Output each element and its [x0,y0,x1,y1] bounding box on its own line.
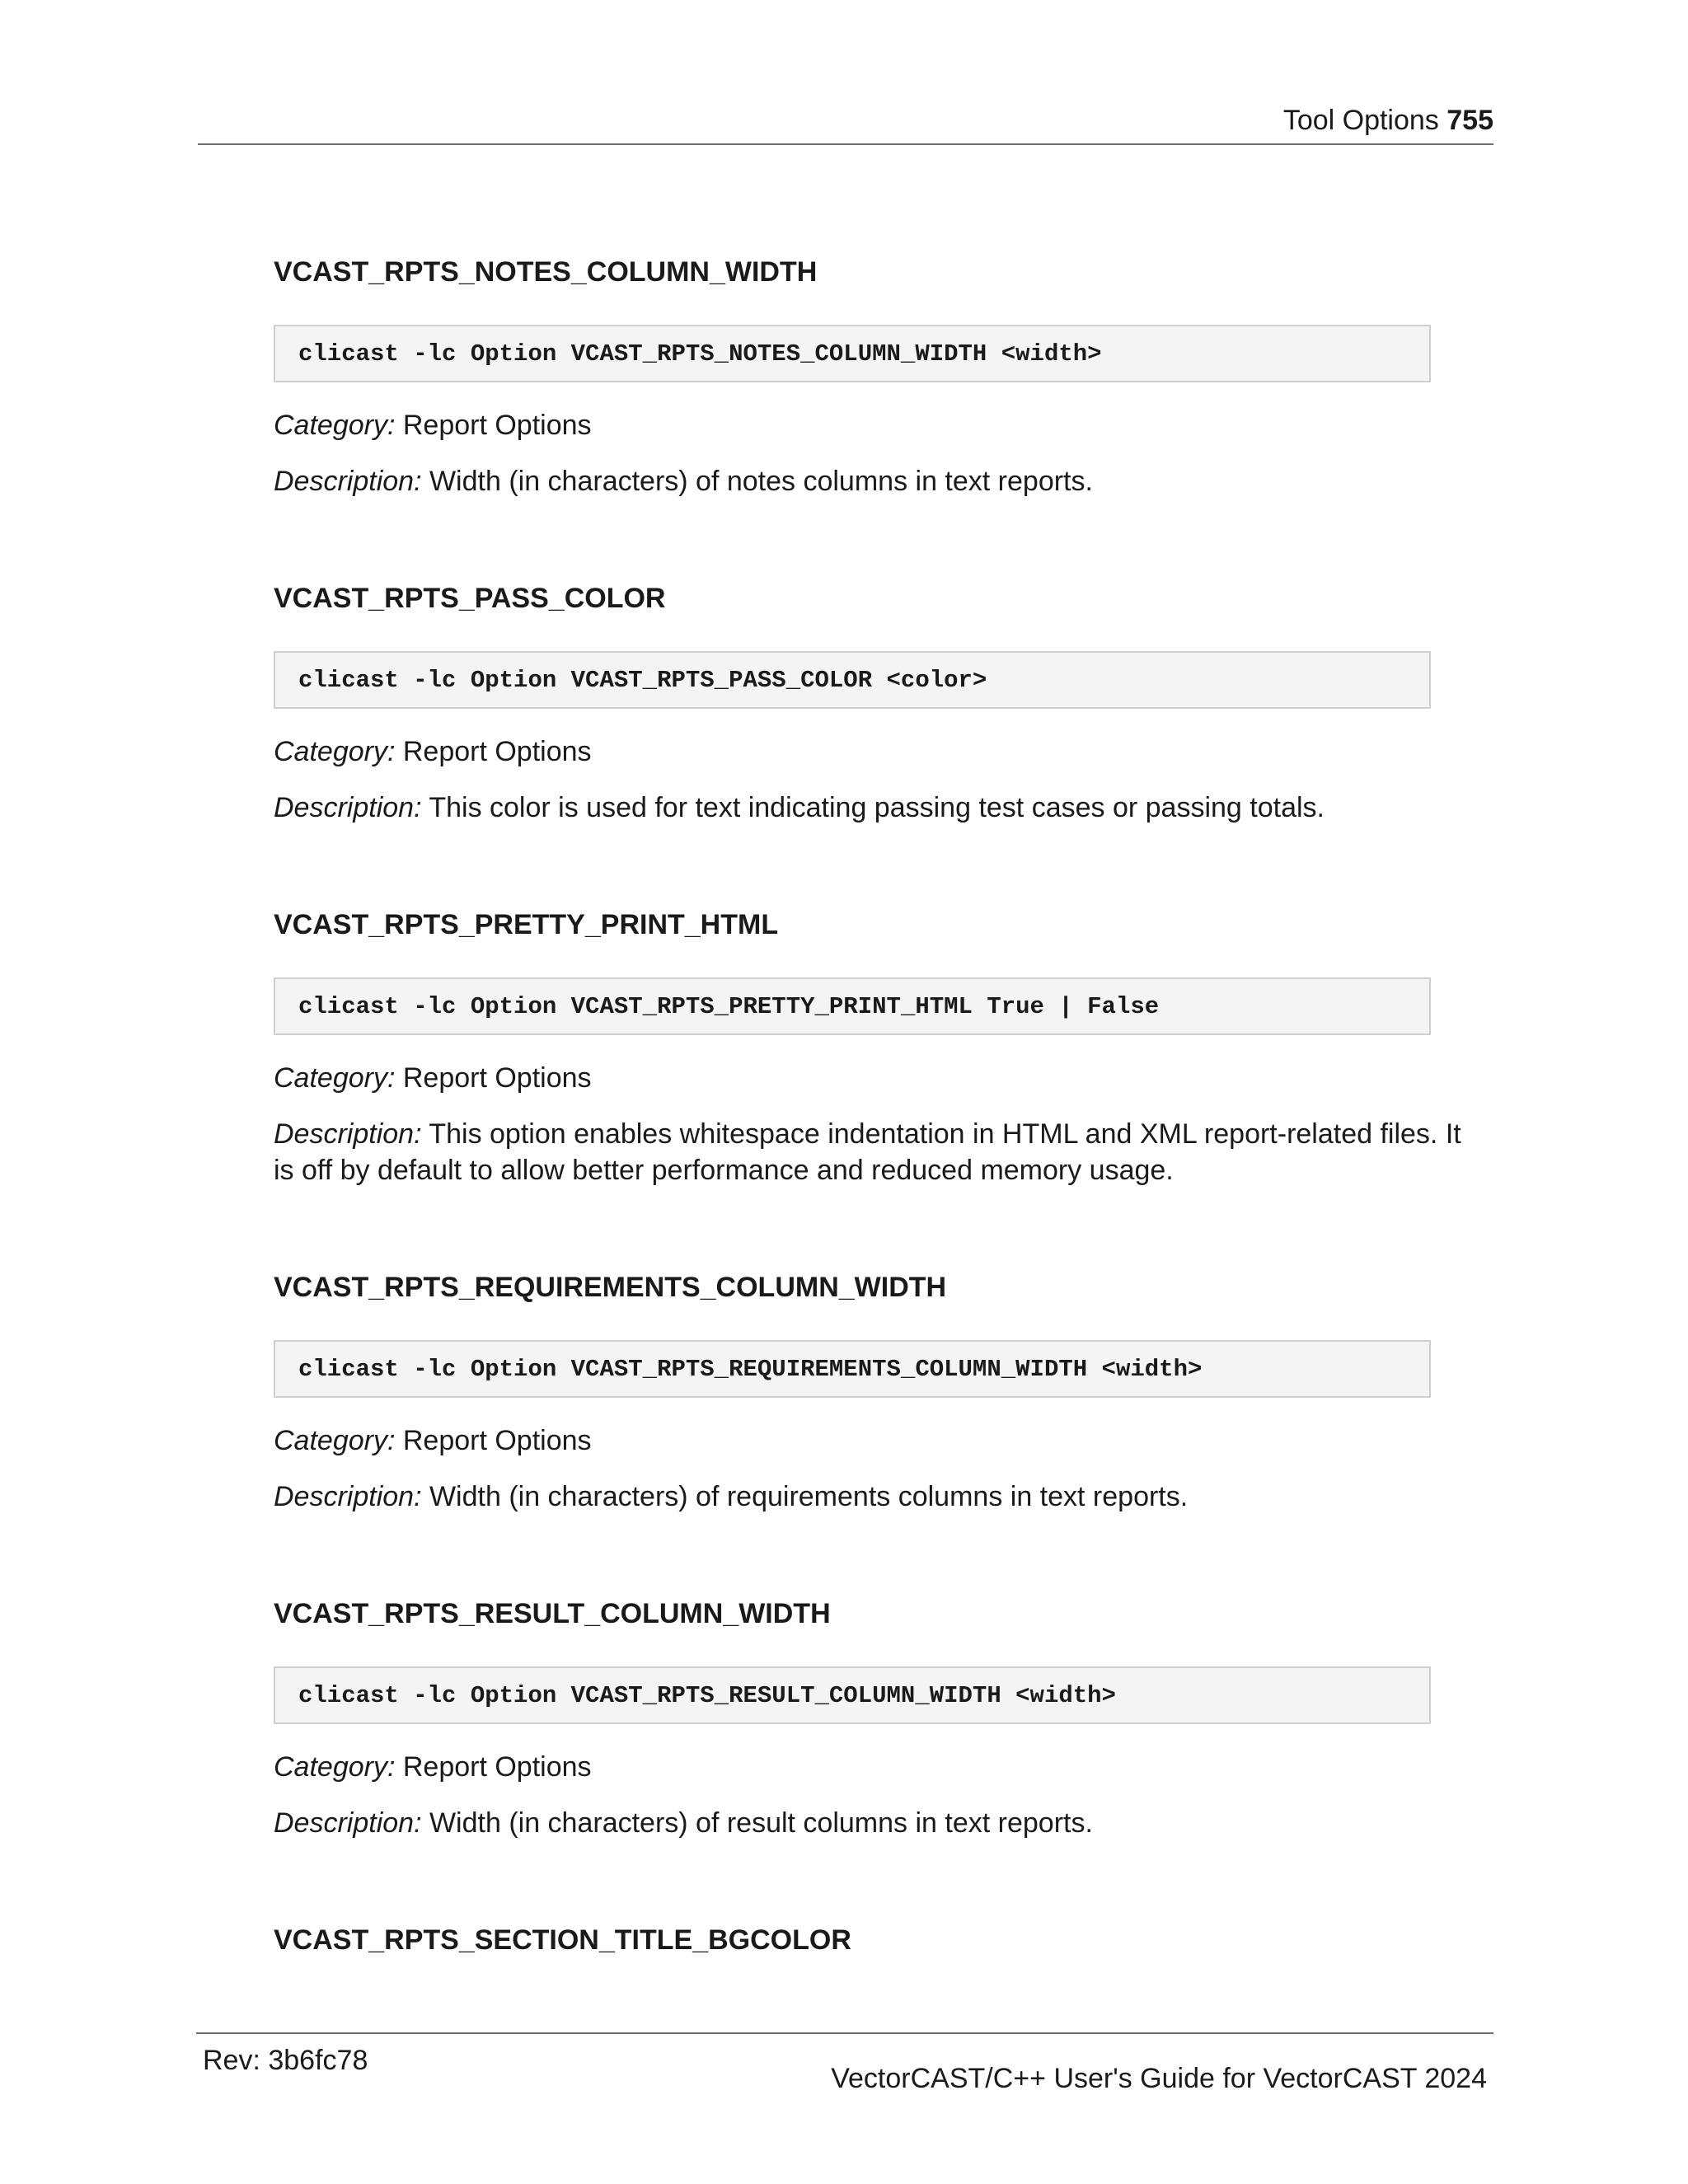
description-label: Description: [274,1481,422,1512]
category-label: Category: [274,1425,396,1456]
command-text: clicast -lc Option VCAST_RPTS_NOTES_COLUMN_WIDTH <width> [298,340,1102,368]
category-label: Category: [274,1062,396,1094]
category-value: Report Options [395,1062,592,1094]
section-title: VCAST_RPTS_RESULT_COLUMN_WIDTH [274,1598,831,1629]
category-line [274,1060,1477,1096]
section-title: VCAST_RPTS_PASS_COLOR [274,583,666,614]
category-label: Category: [274,410,396,441]
command-text: clicast -lc Option VCAST_RPTS_PASS_COLOR <color> [298,666,987,694]
category-line [274,407,1477,443]
command-text: clicast -lc Option VCAST_RPTS_PRETTY_PRINT_HTML True | False [298,992,1160,1020]
description-line [274,1479,1477,1515]
option-section [274,908,1477,1188]
page-footer [196,2032,1493,2094]
category-value: Report Options [395,736,592,767]
option-section [274,1597,1477,1841]
description-value: This option enables whitespace indentation in HTML and XML report-related files. It is off by default to allow better performance and reduced memory usage. [274,1118,1461,1186]
description-value: This color is used for text indicating passing test cases or passing totals. [421,792,1325,823]
description-value: Width (in characters) of requirements columns in text reports. [421,1481,1189,1512]
description-value: Width (in characters) of result columns in text reports. [421,1807,1093,1839]
category-line [274,1422,1477,1459]
revision-label: Rev: 3b6fc78 [203,2045,368,2076]
command-text: clicast -lc Option VCAST_RPTS_RESULT_COLUMN_WIDTH <width> [298,1681,1116,1709]
description-label: Description: [274,1118,422,1150]
command-box [274,325,1431,382]
command-text: clicast -lc Option VCAST_RPTS_REQUIREMENTS_COLUMN_WIDTH <width> [298,1355,1203,1383]
description-value: Width (in characters) of notes columns in text reports. [421,466,1093,497]
section-title: VCAST_RPTS_NOTES_COLUMN_WIDTH [274,256,818,288]
category-label: Category: [274,736,396,767]
option-section [274,1924,1477,1957]
description-line [274,790,1477,826]
description-line [274,1116,1477,1188]
command-box [274,651,1431,709]
category-value: Report Options [395,1425,592,1456]
command-box [274,1340,1431,1398]
description-label: Description: [274,1807,422,1839]
category-line [274,733,1477,770]
page-number: 755 [1447,105,1493,136]
description-label: Description: [274,792,422,823]
category-value: Report Options [395,410,592,441]
category-value: Report Options [395,1751,592,1783]
guide-title: VectorCAST/C++ User's Guide for VectorCAST 2024 [831,2063,1487,2094]
command-box [274,1666,1431,1724]
section-title: VCAST_RPTS_SECTION_TITLE_BGCOLOR [274,1924,851,1956]
description-label: Description: [274,466,422,497]
option-section [274,582,1477,826]
category-label: Category: [274,1751,396,1783]
command-box [274,977,1431,1035]
section-title: VCAST_RPTS_REQUIREMENTS_COLUMN_WIDTH [274,1272,947,1303]
header-title: Tool Options [1282,105,1439,136]
running-header [1283,104,1493,137]
description-line [274,1805,1477,1841]
option-section [274,1271,1477,1515]
category-line [274,1749,1477,1785]
page-content [274,255,1477,1993]
option-section [274,255,1477,499]
description-line [274,463,1477,499]
section-title: VCAST_RPTS_PRETTY_PRINT_HTML [274,909,779,940]
page-header [198,104,1493,145]
